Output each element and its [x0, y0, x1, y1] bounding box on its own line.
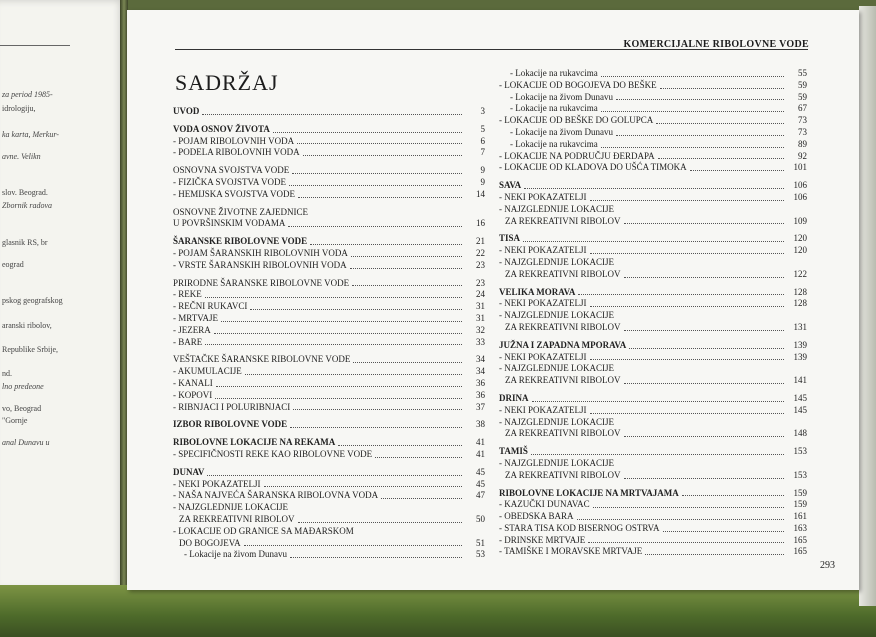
toc-entry — [499, 352, 807, 364]
toc-entry-label: ŠARANSKE RIBOLOVNE VODE — [173, 236, 308, 247]
toc-leader-dots — [310, 244, 462, 245]
toc-entry-label: - LOKACIJE OD KLADOVA DO UŠĆA TIMOKA — [499, 162, 687, 173]
toc-entry-page: 109 — [793, 215, 807, 226]
toc-entry — [499, 375, 807, 387]
toc-entry — [173, 325, 485, 337]
toc-leader-dots — [350, 268, 462, 269]
toc-leader-dots — [601, 111, 784, 112]
toc-entry-page: 45 — [476, 466, 485, 477]
toc-leader-dots — [298, 197, 462, 198]
toc-entry — [173, 479, 485, 491]
toc-entry-page: 128 — [793, 286, 807, 297]
toc-entry-page: 16 — [476, 218, 485, 229]
toc-entry — [499, 322, 807, 334]
toc-entry — [173, 218, 485, 230]
toc-entry-label: OSNOVNE ŽIVOTNE ZAJEDNICE — [173, 206, 308, 217]
toc-leader-dots — [353, 362, 462, 363]
toc-entry-label: - Lokacije na živom Dunavu — [184, 549, 287, 560]
toc-entry-page: 148 — [793, 428, 807, 439]
running-header: KOMERCIJALNE RIBOLOVNE VODE — [623, 39, 809, 50]
toc-leader-dots — [590, 306, 785, 307]
toc-entry-label: - NEKI POKAZATELJI — [173, 478, 261, 489]
toc-entry-label: - FIZIČKA SVOJSTVA VODE — [173, 176, 286, 187]
toc-leader-dots — [245, 374, 462, 375]
toc-entry-page: 51 — [476, 537, 485, 548]
toc-entry-label: - NEKI POKAZATELJI — [499, 298, 587, 309]
toc-leader-dots — [593, 507, 784, 508]
toc-entry-page: 73 — [798, 126, 807, 137]
toc-entry-page: 7 — [480, 147, 485, 158]
left-page-rule — [0, 45, 70, 46]
toc-leader-dots — [216, 386, 462, 387]
toc-entry-label: IZBOR RIBOLOVNE VODE — [173, 419, 288, 430]
toc-entry — [499, 428, 807, 440]
toc-leader-dots — [656, 123, 784, 124]
page-edge — [859, 6, 876, 606]
left-page-fragment: eograd — [2, 260, 24, 269]
toc-leader-dots — [616, 135, 784, 136]
toc-leader-dots — [298, 522, 463, 523]
toc-entry — [499, 446, 807, 458]
toc-entry — [173, 419, 485, 431]
left-page-fragment: pskog geografskog — [2, 296, 63, 305]
toc-entry-page: 145 — [793, 392, 807, 403]
left-page-fragment: Republike Srbije, — [2, 345, 58, 354]
left-page-fragment: lno predeone — [2, 382, 44, 391]
toc-entry-page: 73 — [798, 115, 807, 126]
toc-leader-dots — [290, 557, 462, 558]
toc-entry-page: 38 — [476, 419, 485, 430]
toc-entry-page: 139 — [793, 351, 807, 362]
toc-entry-label: ZA REKREATIVNI RIBOLOV — [505, 469, 621, 480]
toc-entry-label: - LOKACIJE OD BOGOJEVA DO BEŠKE — [499, 79, 657, 90]
toc-entry-label: - NAŠA NAJVEĆA ŠARANSKA RIBOLOVNA VODA — [173, 490, 379, 501]
toc-entry-label: - Lokacije na rukavcima — [510, 68, 598, 78]
toc-entry — [173, 124, 485, 136]
toc-leader-dots — [292, 173, 462, 174]
toc-entry — [173, 437, 485, 449]
toc-entry-label: ZA REKREATIVNI RIBOLOV — [505, 375, 621, 386]
toc-entry — [173, 354, 485, 366]
toc-leader-dots — [207, 475, 462, 476]
toc-entry-page: 145 — [793, 404, 807, 415]
page-number: 293 — [820, 560, 835, 571]
toc-entry-page: 9 — [480, 165, 485, 176]
toc-entry-page: 59 — [798, 79, 807, 90]
toc-entry — [499, 216, 807, 228]
toc-leader-dots — [531, 454, 784, 455]
toc-entry-label: - NAJZGLEDNIJE LOKACIJE — [499, 256, 614, 267]
toc-entry-label: - HEMIJSKA SVOJSTVA VODE — [173, 188, 295, 199]
toc-entry — [173, 301, 485, 313]
toc-leader-dots — [590, 200, 785, 201]
toc-entry — [173, 177, 485, 189]
toc-entry-label: - TAMIŠKE I MORAVSKE MRTVAJE — [499, 546, 643, 557]
toc-entry-page: 120 — [793, 233, 807, 244]
toc-entry-label: - NAJZGLEDNIJE LOKACIJE — [499, 203, 614, 214]
header-rule — [175, 49, 808, 50]
toc-entry-label: ZA REKREATIVNI RIBOLOV — [179, 513, 295, 524]
toc-leader-dots — [375, 457, 462, 458]
toc-entry-page: 34 — [476, 354, 485, 365]
toc-leader-dots — [690, 170, 784, 171]
toc-leader-dots — [214, 333, 462, 334]
toc-entry-page: 45 — [476, 478, 485, 489]
left-page-fragment: avne. Velikn — [2, 152, 41, 161]
toc-entry — [173, 136, 485, 148]
toc-entry — [499, 192, 807, 204]
toc-leader-dots — [351, 256, 462, 257]
toc-entry-label: - KAZUČKI DUNAVAC — [499, 499, 590, 510]
toc-entry — [499, 488, 807, 500]
toc-entry-page: 141 — [793, 375, 807, 386]
toc-leader-dots — [524, 188, 784, 189]
toc-entry-page: 6 — [480, 135, 485, 146]
toc-leader-dots — [590, 359, 785, 360]
toc-entry-page: 37 — [476, 401, 485, 412]
toc-entry-label: RIBOLOVNE LOKACIJE NA REKAMA — [173, 437, 336, 448]
toc-entry-page: 41 — [476, 437, 485, 448]
toc-leader-dots — [288, 226, 462, 227]
toc-leader-dots — [616, 99, 784, 100]
toc-entry-page: 5 — [480, 123, 485, 134]
toc-entry — [499, 405, 807, 417]
left-page-fragment: nd. — [2, 369, 12, 378]
toc-entry — [173, 189, 485, 201]
toc-entry-label: - POJAM ŠARANSKIH RIBOLOVNIH VODA — [173, 247, 348, 258]
toc-leader-dots — [532, 401, 784, 402]
toc-leader-dots — [645, 554, 784, 555]
toc-leader-dots — [250, 309, 462, 310]
toc-entry — [499, 103, 807, 115]
toc-entry — [499, 417, 807, 429]
toc-entry-label: SAVA — [499, 180, 522, 191]
toc-entry — [499, 523, 807, 535]
left-page-fragment: Zbornik radova — [2, 201, 52, 210]
toc-entry-label: - LOKACIJE OD BEŠKE DO GOLUPCA — [499, 115, 654, 126]
toc-entry-page: 36 — [476, 389, 485, 400]
toc-entry — [173, 289, 485, 301]
toc-entry-page: 163 — [793, 522, 807, 533]
left-page-fragment: anal Dunavu u — [2, 438, 50, 447]
toc-entry — [499, 204, 807, 216]
toc-entry-page: 53 — [476, 549, 485, 560]
toc-entry — [499, 68, 807, 80]
toc-entry-page: 3 — [480, 106, 485, 116]
left-page-fragment: "Gornje — [2, 416, 28, 425]
toc-entry-label: TISA — [499, 233, 521, 244]
toc-entry-label: U POVRŠINSKIM VODAMA — [173, 218, 286, 229]
toc-entry — [173, 378, 485, 390]
toc-leader-dots — [290, 427, 462, 428]
toc-entry-page: 89 — [798, 138, 807, 149]
toc-entry — [499, 245, 807, 257]
toc-entry-label: - BARE — [173, 336, 203, 347]
toc-entry — [499, 287, 807, 299]
toc-entry-label: - NEKI POKAZATELJI — [499, 191, 587, 202]
toc-entry-label: - PODELA RIBOLOVNIH VODA — [173, 147, 300, 158]
toc-entry — [499, 298, 807, 310]
toc-entry — [173, 147, 485, 159]
toc-entry — [499, 340, 807, 352]
toc-entry-label: - SPECIFIČNOSTI REKE KAO RIBOLOVNE VODE — [173, 448, 373, 459]
toc-entry-label: - VRSTE ŠARANSKIH RIBOLOVNIH VODA — [173, 259, 347, 270]
toc-entry-label: - NAJZGLEDNIJE LOKACIJE — [499, 416, 614, 427]
toc-entry-page: 106 — [793, 191, 807, 202]
toc-leader-dots — [660, 88, 784, 89]
toc-entry-label: - DRINSKE MRTVAJE — [499, 534, 586, 545]
toc-leader-dots — [590, 253, 785, 254]
toc-leader-dots — [624, 330, 785, 331]
toc-entry-page: 55 — [798, 68, 807, 78]
toc-entry-page: 36 — [476, 377, 485, 388]
toc-entry — [173, 260, 485, 272]
toc-entry — [499, 269, 807, 281]
toc-column-left — [173, 106, 485, 561]
toc-leader-dots — [624, 223, 785, 224]
toc-entry-label: - LOKACIJE NA PODRUČJU ĐERDAPA — [499, 150, 655, 161]
toc-leader-dots — [202, 114, 462, 115]
toc-entry-label: - Lokacije na rukavcima — [510, 103, 598, 114]
toc-entry-page: 24 — [476, 289, 485, 300]
toc-entry — [173, 502, 485, 514]
toc-leader-dots — [523, 241, 784, 242]
toc-leader-dots — [303, 155, 462, 156]
toc-entry-label: DRINA — [499, 392, 529, 403]
toc-entry-page: 92 — [798, 150, 807, 161]
left-page-fragment: glasnik RS, br — [2, 238, 48, 247]
toc-entry-label: - Lokacije na rukavcima — [510, 138, 598, 149]
toc-entry-page: 159 — [793, 499, 807, 510]
toc-entry — [499, 535, 807, 547]
toc-entry-page: 122 — [793, 268, 807, 279]
toc-entry-page: 139 — [793, 339, 807, 350]
toc-entry — [499, 499, 807, 511]
toc-entry — [173, 248, 485, 260]
toc-entry-page: 101 — [793, 162, 807, 173]
toc-entry-page: 153 — [793, 469, 807, 480]
toc-leader-dots — [663, 531, 784, 532]
toc-leader-dots — [205, 297, 462, 298]
toc-leader-dots — [590, 413, 785, 414]
toc-entry — [173, 278, 485, 290]
toc-entry — [173, 549, 485, 561]
left-page-fragment: vo, Beograd — [2, 404, 42, 413]
toc-entry-label: - KOPOVI — [173, 389, 213, 400]
toc-entry-label: - NAJZGLEDNIJE LOKACIJE — [499, 310, 614, 321]
toc-entry — [499, 127, 807, 139]
toc-entry-page: 59 — [798, 91, 807, 102]
toc-entry-page: 161 — [793, 511, 807, 522]
toc-leader-dots — [297, 143, 462, 144]
toc-entry-page: 67 — [798, 103, 807, 114]
left-page-fragment: slov. Beograd. — [2, 188, 48, 197]
toc-leader-dots — [624, 478, 785, 479]
toc-entry — [173, 337, 485, 349]
toc-entry-label: - LOKACIJE OD GRANICE SA MAĐARSKOM — [173, 525, 354, 536]
toc-leader-dots — [682, 495, 784, 496]
toc-entry-page: 34 — [476, 366, 485, 377]
toc-entry — [499, 151, 807, 163]
toc-entry — [173, 236, 485, 248]
toc-entry-label: VELIKA MORAVA — [499, 286, 576, 297]
toc-entry-label: ZA REKREATIVNI RIBOLOV — [505, 321, 621, 332]
toc-entry-label: - NEKI POKAZATELJI — [499, 404, 587, 415]
toc-entry-page: 106 — [793, 180, 807, 191]
toc-entry-label: DUNAV — [173, 466, 205, 477]
toc-entry — [173, 467, 485, 479]
toc-entry — [499, 233, 807, 245]
toc-entry — [499, 470, 807, 482]
toc-entry — [173, 402, 485, 414]
toc-entry-page: 50 — [476, 513, 485, 524]
toc-entry-label: - REČNI RUKAVCI — [173, 301, 248, 312]
toc-entry-page: 14 — [476, 188, 485, 199]
toc-entry — [499, 80, 807, 92]
toc-entry-page: 32 — [476, 324, 485, 335]
toc-leader-dots — [601, 147, 784, 148]
toc-entry-page: 128 — [793, 298, 807, 309]
right-page — [127, 10, 859, 590]
toc-entry-label: - NAJZGLEDNIJE LOKACIJE — [499, 457, 614, 468]
toc-entry-label: JUŽNA I ZAPADNA MPORAVA — [499, 339, 627, 350]
toc-entry — [173, 106, 485, 118]
toc-entry — [173, 207, 485, 219]
toc-leader-dots — [215, 398, 462, 399]
left-page-fragment: idrologiju, — [2, 104, 36, 113]
toc-entry-page: 21 — [476, 236, 485, 247]
toc-entry-page: 22 — [476, 247, 485, 258]
toc-entry — [499, 458, 807, 470]
toc-entry — [499, 257, 807, 269]
toc-entry-label: UVOD — [173, 106, 200, 116]
toc-leader-dots — [658, 158, 784, 159]
toc-entry-label: VODA OSNOV ŽIVOTA — [173, 123, 270, 134]
toc-entry-label: ZA REKREATIVNI RIBOLOV — [505, 428, 621, 439]
toc-entry-label: - MRTVAJE — [173, 312, 219, 323]
toc-entry-label: - Lokacije na živom Dunavu — [510, 91, 613, 102]
toc-entry — [173, 490, 485, 502]
toc-leader-dots — [577, 519, 784, 520]
toc-leader-dots — [624, 277, 785, 278]
toc-entry — [499, 546, 807, 558]
toc-entry-page: 23 — [476, 259, 485, 270]
toc-entry — [499, 115, 807, 127]
toc-entry — [173, 165, 485, 177]
left-page — [0, 0, 126, 590]
toc-leader-dots — [273, 132, 462, 133]
left-page-fragment: aranski ribolov, — [2, 321, 52, 330]
toc-leader-dots — [293, 409, 462, 410]
toc-entry-label: - RIBNJACI I POLURIBNJACI — [173, 401, 291, 412]
toc-leader-dots — [588, 542, 784, 543]
toc-entry — [173, 449, 485, 461]
toc-leader-dots — [578, 294, 784, 295]
toc-leader-dots — [205, 344, 462, 345]
toc-leader-dots — [352, 285, 462, 286]
toc-entry-label: - Lokacije na živom Dunavu — [510, 126, 613, 137]
toc-entry-label: - REKE — [173, 289, 202, 300]
toc-leader-dots — [601, 76, 784, 77]
toc-entry — [499, 310, 807, 322]
toc-entry-page: 23 — [476, 277, 485, 288]
toc-entry-label: - NEKI POKAZATELJI — [499, 245, 587, 256]
toc-entry-label: OSNOVNA SVOJSTVA VODE — [173, 165, 290, 176]
background-cover — [0, 585, 876, 637]
toc-entry-page: 159 — [793, 487, 807, 498]
toc-entry-label: - NAJZGLEDNIJE LOKACIJE — [499, 363, 614, 374]
toc-leader-dots — [221, 321, 462, 322]
toc-leader-dots — [381, 498, 462, 499]
toc-entry-label: DO BOGOJEVA — [179, 537, 241, 548]
toc-entry-page: 153 — [793, 446, 807, 457]
toc-leader-dots — [289, 185, 462, 186]
toc-entry-page: 9 — [480, 176, 485, 187]
toc-entry-page: 165 — [793, 534, 807, 545]
toc-entry-page: 165 — [793, 546, 807, 557]
toc-column-right — [499, 68, 807, 558]
toc-entry-label: - AKUMULACIJE — [173, 366, 242, 377]
toc-leader-dots — [629, 348, 784, 349]
toc-entry-label: ZA REKREATIVNI RIBOLOV — [505, 215, 621, 226]
toc-entry — [173, 390, 485, 402]
toc-entry — [173, 366, 485, 378]
toc-leader-dots — [338, 445, 462, 446]
toc-entry-page: 120 — [793, 245, 807, 256]
toc-entry-page: 33 — [476, 336, 485, 347]
toc-entry — [173, 538, 485, 550]
toc-leader-dots — [264, 486, 463, 487]
toc-entry-label: PRIRODNE ŠARANSKE RIBOLOVNE VODE — [173, 277, 350, 288]
toc-entry-label: - JEZERA — [173, 324, 211, 335]
toc-entry-page: 41 — [476, 448, 485, 459]
toc-entry — [173, 313, 485, 325]
page-title: SADRŽAJ — [175, 70, 279, 95]
toc-entry-label: - NAJZGLEDNIJE LOKACIJE — [173, 502, 288, 513]
toc-leader-dots — [624, 383, 785, 384]
toc-entry — [499, 363, 807, 375]
toc-entry-label: - POJAM RIBOLOVNIH VODA — [173, 135, 295, 146]
toc-entry-page: 31 — [476, 301, 485, 312]
toc-entry-label: - NEKI POKAZATELJI — [499, 351, 587, 362]
toc-entry-page: 47 — [476, 490, 485, 501]
toc-entry-page: 31 — [476, 312, 485, 323]
toc-entry-label: - KANALI — [173, 377, 213, 388]
toc-entry — [499, 393, 807, 405]
toc-entry-label: VEŠTAČKE ŠARANSKE RIBOLOVNE VODE — [173, 354, 351, 365]
toc-entry — [499, 180, 807, 192]
toc-entry — [499, 162, 807, 174]
toc-entry — [499, 511, 807, 523]
toc-entry — [173, 526, 485, 538]
toc-entry-label: RIBOLOVNE LOKACIJE NA MRTVAJAMA — [499, 487, 679, 498]
left-page-fragment: za period 1985- — [2, 90, 53, 99]
toc-entry-label: - STARA TISA KOD BISERNOG OSTRVA — [499, 522, 660, 533]
toc-entry — [499, 139, 807, 151]
toc-entry-label: ZA REKREATIVNI RIBOLOV — [505, 268, 621, 279]
toc-entry — [173, 514, 485, 526]
toc-leader-dots — [244, 545, 462, 546]
toc-entry — [499, 92, 807, 104]
toc-leader-dots — [624, 436, 785, 437]
left-page-fragment: ka karta, Merkur- — [2, 130, 59, 139]
toc-entry-label: - OBEDSKA BARA — [499, 511, 574, 522]
toc-entry-label: TAMIŠ — [499, 446, 528, 457]
toc-entry-page: 131 — [793, 321, 807, 332]
